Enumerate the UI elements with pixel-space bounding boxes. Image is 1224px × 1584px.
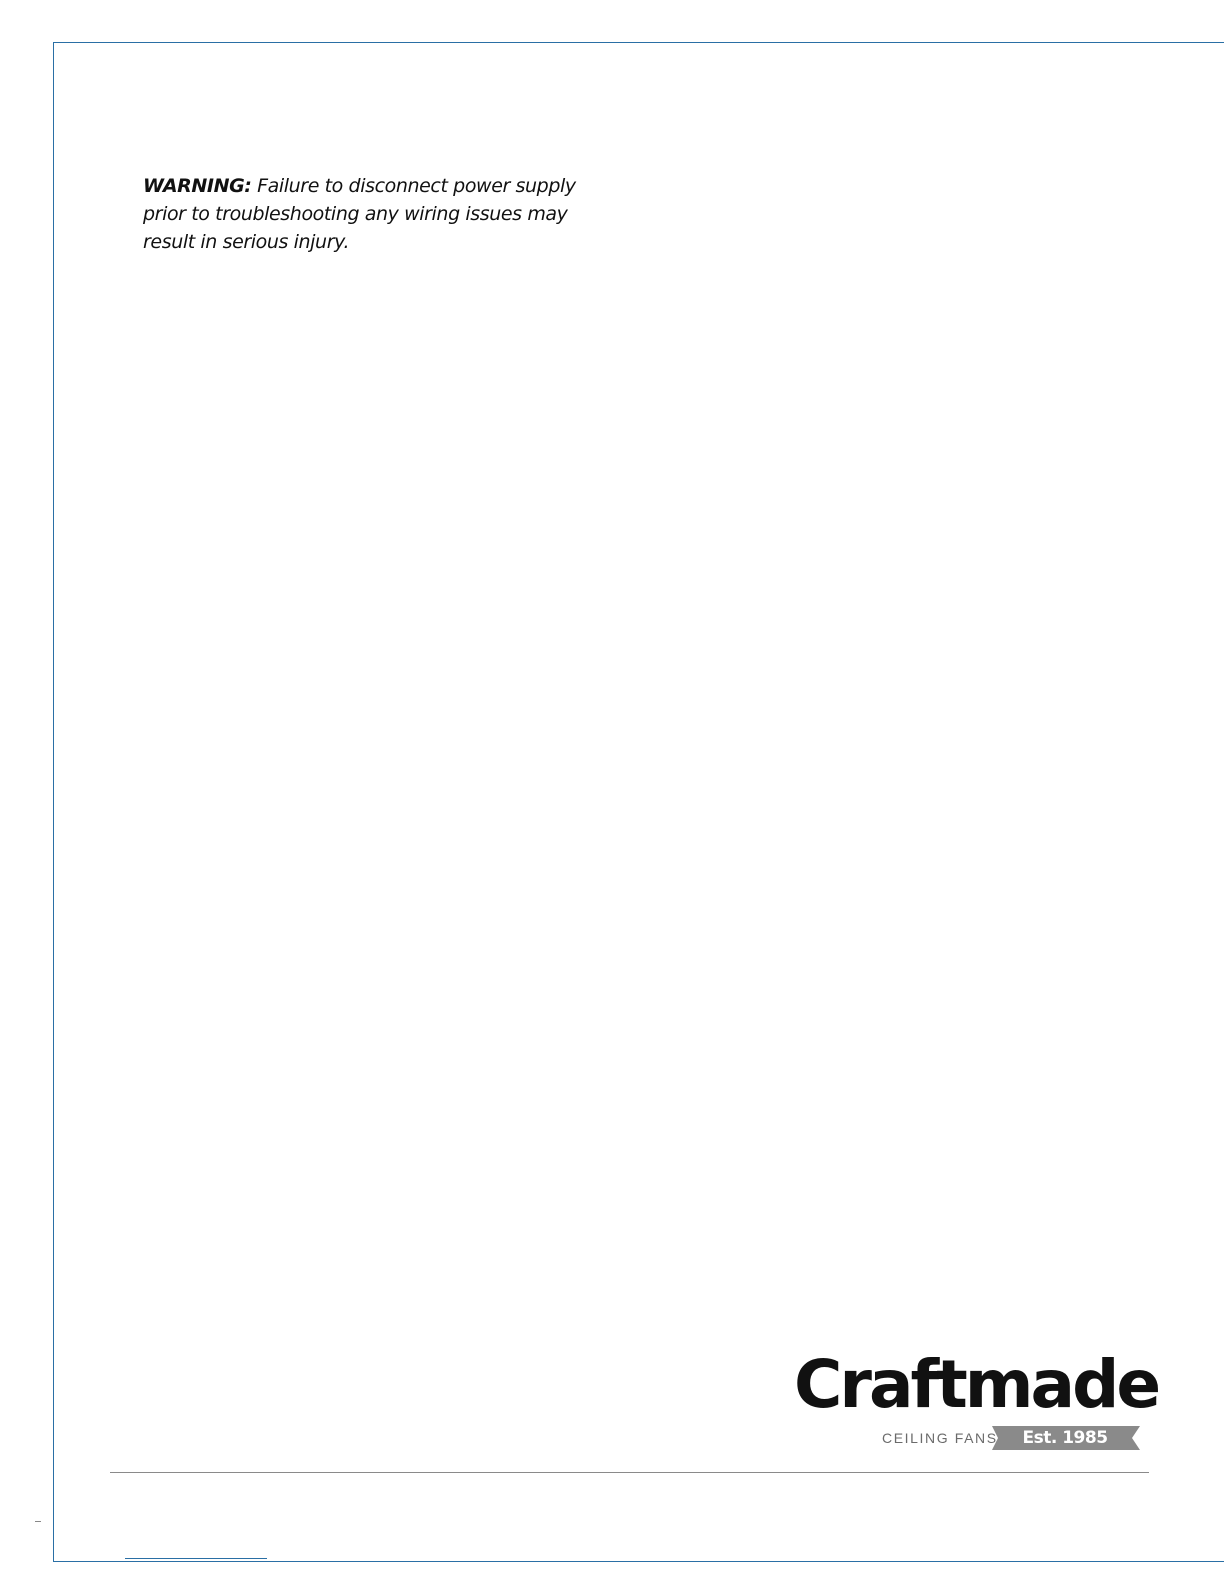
logo-banner	[992, 1426, 1140, 1455]
warning-notice	[143, 172, 583, 256]
logo-tagline: CEILING FANS	[882, 1430, 998, 1446]
warning-text-line-1: Failure to disconnect power supply	[251, 175, 576, 197]
footer-rule	[110, 1472, 1149, 1473]
page-frame	[53, 42, 1224, 1562]
craftmade-logo	[790, 1346, 1159, 1454]
warning-label: WARNING:	[143, 175, 252, 197]
warning-text-line-3: result in serious injury.	[143, 231, 350, 253]
warning-text-line-2: prior to troubleshooting any wiring issues may	[143, 203, 568, 225]
logo-established: Est. 1985	[1022, 1428, 1108, 1448]
corner-mark	[35, 1521, 41, 1522]
logo-wordmark: Craftmade	[794, 1346, 1159, 1423]
bottom-link-underline	[125, 1558, 267, 1559]
